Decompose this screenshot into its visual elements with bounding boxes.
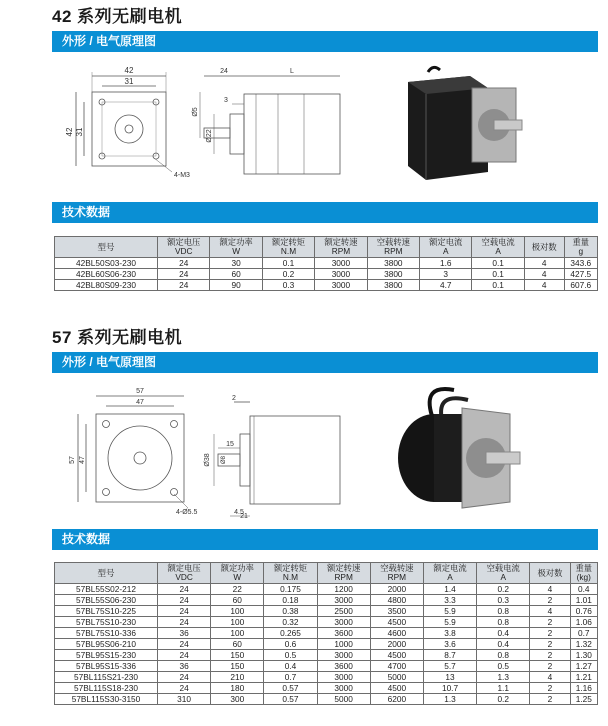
table-cell: 3000 (317, 650, 370, 661)
spec-table-42-header (55, 237, 598, 258)
table-cell: 24 (158, 683, 211, 694)
table-cell: 1.25 (570, 694, 597, 705)
table-cell: 0.7 (264, 672, 317, 683)
table-cell: 4500 (370, 650, 423, 661)
dim-42-height: 42 (65, 127, 74, 137)
table-cell: 3500 (370, 606, 423, 617)
col-rated-power: 额定功率 W (211, 563, 264, 584)
table-cell: 36 (158, 628, 211, 639)
col-rated-voltage: 额定电压 VDC (158, 237, 210, 258)
table-cell: 30 (210, 258, 262, 269)
table-cell: 0.6 (264, 639, 317, 650)
col-noload-speed: 空载转速 RPM (367, 237, 419, 258)
dim-42-width: 42 (124, 66, 134, 75)
table-cell: 1000 (317, 639, 370, 650)
dim-holes-55: 4-Ø5.5 (176, 509, 198, 516)
table-cell: 210 (211, 672, 264, 683)
spec-table-57 (54, 562, 598, 705)
table-cell: 1.6 (420, 258, 472, 269)
table-cell: 180 (211, 683, 264, 694)
table-cell: 0.1 (262, 258, 314, 269)
table-row (55, 280, 598, 291)
table-cell: 24 (158, 595, 211, 606)
dim-38: Ø38 (204, 453, 211, 467)
table-cell: 5000 (370, 672, 423, 683)
table-cell: 100 (211, 628, 264, 639)
table-cell: 57BL95S15-336 (55, 661, 158, 672)
table-row (55, 606, 598, 617)
col-rated-current: 额定电流 A (423, 563, 476, 584)
table-cell: 2 (530, 683, 570, 694)
table-row (55, 584, 598, 595)
dim-8: Ø8 (221, 455, 227, 465)
table-cell: 2 (530, 694, 570, 705)
table-cell: 2 (530, 617, 570, 628)
table-cell: 57BL95S06-210 (55, 639, 158, 650)
table-cell: 0.32 (264, 617, 317, 628)
table-cell: 0.76 (570, 606, 597, 617)
table-cell: 24 (158, 606, 211, 617)
table-cell: 2 (530, 661, 570, 672)
col-rated-torque: 额定转矩 N.M (262, 237, 314, 258)
table-cell: 0.175 (264, 584, 317, 595)
table-cell: 3000 (315, 269, 367, 280)
table-cell: 60 (210, 269, 262, 280)
table-cell: 0.4 (570, 584, 597, 595)
dim-L: L (290, 68, 294, 75)
dim-22: Ø22 (206, 129, 213, 143)
table-cell: 0.4 (264, 661, 317, 672)
table-cell: 0.2 (477, 694, 530, 705)
table-cell: 0.8 (477, 650, 530, 661)
table-cell: 1.32 (570, 639, 597, 650)
table-cell: 4 (524, 280, 564, 291)
table-cell: 0.57 (264, 694, 317, 705)
table-cell: 24 (158, 639, 211, 650)
table-cell: 4 (530, 584, 570, 595)
col-rated-voltage: 额定电压 VDC (158, 563, 211, 584)
table-cell: 36 (158, 661, 211, 672)
table-cell: 4 (524, 269, 564, 280)
table-cell: 3000 (317, 617, 370, 628)
table-cell: 0.265 (264, 628, 317, 639)
table-cell: 0.8 (477, 606, 530, 617)
col-pole-pairs: 极对数 (530, 563, 570, 584)
table-cell: 24 (158, 584, 211, 595)
table-cell: 607.6 (564, 280, 597, 291)
dim-31-width: 31 (124, 77, 134, 86)
table-cell: 57BL115S21-230 (55, 672, 158, 683)
section-57-title: 57 系列无刷电机 (52, 328, 183, 347)
spec-table-57-header (55, 563, 598, 584)
table-cell: 6200 (370, 694, 423, 705)
table-cell: 3.8 (423, 628, 476, 639)
dim-47-height: 47 (79, 456, 86, 464)
table-row (55, 639, 598, 650)
table-cell: 0.38 (264, 606, 317, 617)
table-cell: 343.6 (564, 258, 597, 269)
table-cell: 57BL115S30-3150 (55, 694, 158, 705)
table-cell: 0.7 (570, 628, 597, 639)
table-cell: 2 (530, 595, 570, 606)
table-cell: 150 (211, 650, 264, 661)
table-cell: 5.7 (423, 661, 476, 672)
table-cell: 0.3 (262, 280, 314, 291)
table-cell: 60 (211, 639, 264, 650)
section-42-outline-band: 外形 / 电气原理图 (52, 31, 598, 52)
table-cell: 24 (158, 650, 211, 661)
table-cell: 4500 (370, 617, 423, 628)
dim-2: 2 (232, 395, 236, 402)
table-cell: 42BL80S09-230 (55, 280, 158, 291)
table-cell: 2 (530, 650, 570, 661)
col-model: 型号 (55, 563, 158, 584)
table-cell: 300 (211, 694, 264, 705)
dim-21: 21 (240, 513, 248, 520)
dim-24: 24 (220, 68, 228, 75)
table-cell: 4500 (370, 683, 423, 694)
table-cell: 57BL55S06-230 (55, 595, 158, 606)
section-42-title: 42 系列无刷电机 (52, 7, 183, 26)
table-row (55, 628, 598, 639)
col-weight: 重量 g (564, 237, 597, 258)
dim-m3-holes: 4-M3 (174, 172, 190, 179)
table-cell: 3800 (367, 269, 419, 280)
col-rated-speed: 额定转速 RPM (317, 563, 370, 584)
table-cell: 1.4 (423, 584, 476, 595)
table-cell: 0.18 (264, 595, 317, 606)
table-cell: 100 (211, 606, 264, 617)
table-cell: 1.3 (423, 694, 476, 705)
section-57-specs-band: 技术数据 (52, 529, 598, 550)
table-row (55, 683, 598, 694)
table-cell: 1.21 (570, 672, 597, 683)
table-cell: 310 (158, 694, 211, 705)
table-cell: 0.4 (477, 639, 530, 650)
table-cell: 0.1 (472, 280, 524, 291)
dim-4-5: 4.5 (234, 509, 244, 516)
motor-57-outline-drawing (54, 384, 354, 520)
table-cell: 2 (530, 628, 570, 639)
spec-table-42 (54, 236, 598, 291)
table-row (55, 269, 598, 280)
table-cell: 4 (530, 672, 570, 683)
col-model: 型号 (55, 237, 158, 258)
dim-3: 3 (224, 97, 228, 104)
table-cell: 1.16 (570, 683, 597, 694)
table-cell: 60 (211, 595, 264, 606)
table-cell: 13 (423, 672, 476, 683)
table-cell: 0.1 (472, 258, 524, 269)
col-noload-current: 空载电流 A (472, 237, 524, 258)
table-cell: 3000 (315, 280, 367, 291)
table-cell: 2500 (317, 606, 370, 617)
col-weight: 重量 (kg) (570, 563, 597, 584)
table-cell: 4700 (370, 661, 423, 672)
table-cell: 3.3 (423, 595, 476, 606)
table-row (55, 661, 598, 672)
dim-shaft-5: Ø5 (192, 107, 199, 117)
table-cell: 5.9 (423, 606, 476, 617)
table-cell: 1.06 (570, 617, 597, 628)
table-cell: 0.4 (477, 628, 530, 639)
table-row (55, 617, 598, 628)
dim-47-width: 47 (136, 399, 144, 406)
table-cell: 150 (211, 661, 264, 672)
table-cell: 1.01 (570, 595, 597, 606)
table-cell: 1.27 (570, 661, 597, 672)
table-cell: 3000 (315, 258, 367, 269)
table-row (55, 650, 598, 661)
dim-57-width: 57 (136, 388, 144, 395)
col-rated-power: 额定功率 W (210, 237, 262, 258)
table-cell: 0.8 (477, 617, 530, 628)
table-cell: 3800 (367, 280, 419, 291)
table-cell: 24 (158, 280, 210, 291)
dim-57-height: 57 (69, 456, 76, 464)
table-cell: 2000 (370, 584, 423, 595)
table-cell: 24 (158, 258, 210, 269)
table-cell: 57BL95S15-230 (55, 650, 158, 661)
table-cell: 2 (530, 639, 570, 650)
dim-31-height: 31 (75, 127, 84, 137)
table-cell: 0.2 (262, 269, 314, 280)
table-cell: 0.2 (477, 584, 530, 595)
table-cell: 3000 (317, 683, 370, 694)
table-cell: 24 (158, 617, 211, 628)
col-pole-pairs: 极对数 (524, 237, 564, 258)
table-cell: 8.7 (423, 650, 476, 661)
section-42-specs-band: 技术数据 (52, 202, 598, 223)
table-cell: 427.5 (564, 269, 597, 280)
table-row (55, 694, 598, 705)
table-cell: 2000 (370, 639, 423, 650)
table-cell: 57BL115S18-230 (55, 683, 158, 694)
table-row (55, 672, 598, 683)
col-noload-speed: 空载转速 RPM (370, 563, 423, 584)
table-cell: 3 (420, 269, 472, 280)
table-cell: 4 (524, 258, 564, 269)
table-cell: 0.57 (264, 683, 317, 694)
table-cell: 3600 (317, 628, 370, 639)
table-cell: 5.9 (423, 617, 476, 628)
table-cell: 3600 (317, 661, 370, 672)
table-cell: 3000 (317, 672, 370, 683)
table-cell: 24 (158, 269, 210, 280)
table-cell: 1.1 (477, 683, 530, 694)
table-cell: 4.7 (420, 280, 472, 291)
table-cell: 4 (530, 606, 570, 617)
table-cell: 0.5 (477, 661, 530, 672)
table-row (55, 595, 598, 606)
table-cell: 57BL75S10-230 (55, 617, 158, 628)
col-rated-speed: 额定转速 RPM (315, 237, 367, 258)
col-rated-current: 额定电流 A (420, 237, 472, 258)
table-cell: 22 (211, 584, 264, 595)
table-cell: 4800 (370, 595, 423, 606)
table-cell: 0.3 (477, 595, 530, 606)
table-cell: 100 (211, 617, 264, 628)
table-cell: 42BL50S03-230 (55, 258, 158, 269)
table-cell: 4600 (370, 628, 423, 639)
motor-42-photo (388, 62, 528, 192)
table-cell: 90 (210, 280, 262, 291)
table-cell: 1200 (317, 584, 370, 595)
table-cell: 57BL75S10-336 (55, 628, 158, 639)
table-cell: 0.5 (264, 650, 317, 661)
table-cell: 1.3 (477, 672, 530, 683)
table-cell: 24 (158, 672, 211, 683)
table-cell: 0.1 (472, 269, 524, 280)
section-57-outline-band: 外形 / 电气原理图 (52, 352, 598, 373)
table-cell: 1.30 (570, 650, 597, 661)
table-row (55, 258, 598, 269)
table-cell: 3800 (367, 258, 419, 269)
col-rated-torque: 额定转矩 N.M (264, 563, 317, 584)
table-cell: 42BL60S06-230 (55, 269, 158, 280)
dim-15: 15 (226, 441, 234, 448)
table-cell: 5000 (317, 694, 370, 705)
table-cell: 57BL55S02-212 (55, 584, 158, 595)
table-cell: 10.7 (423, 683, 476, 694)
motor-57-photo (392, 380, 532, 520)
col-noload-current: 空载电流 A (477, 563, 530, 584)
motor-42-outline-drawing (54, 62, 354, 192)
table-cell: 3000 (317, 595, 370, 606)
table-cell: 57BL75S10-225 (55, 606, 158, 617)
table-cell: 3.6 (423, 639, 476, 650)
